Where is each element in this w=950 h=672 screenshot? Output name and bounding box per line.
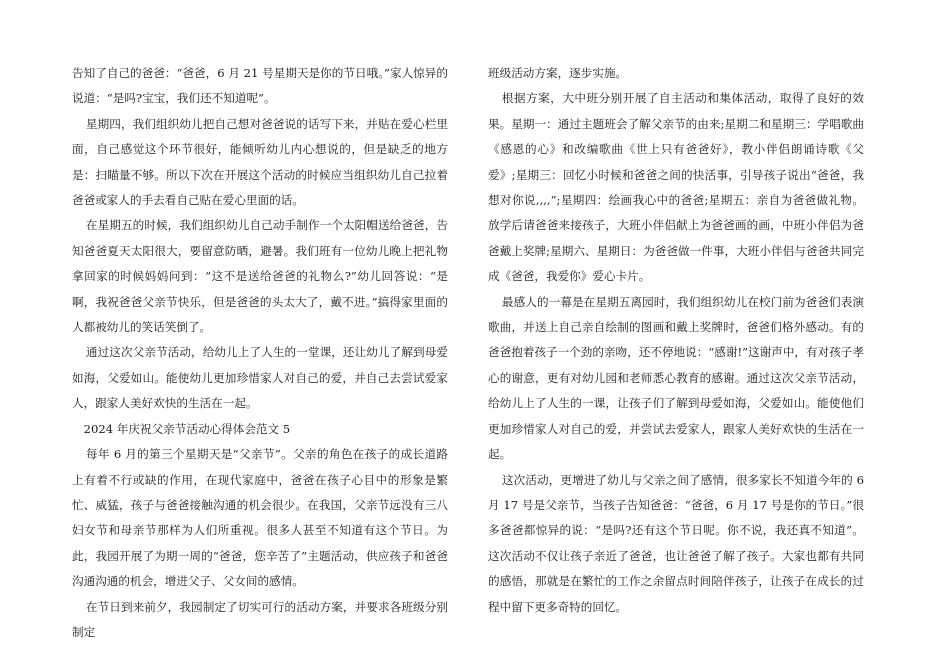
paragraph: 告知了自己的爸爸：“爸爸，6 月 21 号星期天是你的节日哦。”家人惊异的说道：“是吗?宝宝，我们还不知道呢”。 [72, 66, 448, 106]
right-text-column [488, 61, 864, 620]
paragraph: 根据方案，大中班分别开展了自主活动和集体活动，取得了良好的效果。星期一：通过主题班会了解父亲节的由来;星期二和星期三：学唱歌曲《感恩的心》和改编歌曲《世上只有爸爸好》，教小伴侣朗诵诗歌《父爱》;星期三：回忆小时候和爸爸之间的快活事，引导孩子说出“爸爸，我想对你说,,,,”;星期四：绘画我心中的爸爸;星期五：亲自为爸爸做礼物。放学后请爸爸来接孩子，大班小伴侣献上为爸爸画的画，中班小伴侣为爸爸戴上奖牌;星期六、星期日：为爸爸做一件事，大班小伴侣与爸爸共同完成《爸爸，我爱你》爱心卡片。 [488, 91, 864, 284]
left-text-column [72, 61, 448, 645]
paragraph: 在星期五的时候，我们组织幼儿自己动手制作一个太阳帽送给爸爸，告知爸爸夏天太阳很大，要留意防晒，避暑。我们班有一位幼儿晚上把礼物拿回家的时候妈妈问到：“这不是送给爸爸的礼物么?”幼儿回答说：“是啊，我祝爸爸父亲节快乐，但是爸爸的头太大了，戴不进。”搞得家里面的人都被幼儿的笑话笑倒了。 [72, 218, 448, 335]
paragraph: 在节日到来前夕，我园制定了切实可行的活动方案，并要求各班级分别制定 [72, 599, 448, 639]
paragraph: 班级活动方案，逐步实施。 [488, 66, 628, 80]
section-heading: 2024 年庆祝父亲节活动心得体会范文 5 [83, 421, 291, 436]
paragraph: 最感人的一幕是在星期五离园时，我们组织幼儿在校门前为爸爸们表演歌曲，并送上自己亲自绘制的图画和戴上奖牌时，爸爸们格外感动。有的爸爸抱着孩子一个劲的亲吻，还不停地说：“感谢!”这谢声中，有对孩子孝心的谢意，更有对幼儿园和老师悉心教育的感谢。通过这次父亲节活动，给幼儿上了人生的一课，让孩子们了解到母爱如海，父爱如山。能使他们更加珍惜家人对自己的爱，并尝试去爱家人，跟家人美好欢快的生活在一起。 [488, 294, 864, 462]
paragraph: 每年 6 月的第三个星期天是“父亲节”。父亲的角色在孩子的成长道路上有着不行或缺的作用，在现代家庭中，爸爸在孩子心目中的形象是繁忙、威猛，孩子与爸爸接触沟通的机会很少。在我国，父亲节远没有三八妇女节和母亲节那样为人们所重视。很多人甚至不知道有这个节日。为此，我园开展了为期一周的“爸爸，您辛苦了”主题活动，供应孩子和爸爸沟通沟通的机会，增进父子、父女间的感情。 [72, 447, 448, 589]
paragraph: 通过这次父亲节活动，给幼儿上了人生的一堂课，还让幼儿了解到母爱如海，父爱如山。能使幼儿更加珍惜家人对自己的爱，并自己去尝试爱家人，跟家人美好欢快的生活在一起。 [72, 345, 448, 411]
paragraph: 星期四，我们组织幼儿把自己想对爸爸说的话写下来，并贴在爱心栏里面，自己感觉这个环节很好，能倾听幼儿内心想说的，但是缺乏的地方是：扫瞄量不够。所以下次在开展这个活动的时候应当组织幼儿自己拉着爸爸或家人的手去看自己贴在爱心里面的话。 [72, 116, 448, 208]
paragraph: 这次活动，更增进了幼儿与父亲之间了感情，很多家长不知道今年的 6 月 17 号是父亲节，当孩子告知爸爸：“爸爸，6 月 17 号是你的节日。”很多爸爸都惊异的说：“是吗?还有这个节日呢。你不说，我还真不知道”。这次活动不仅让孩子亲近了爸爸，也让爸爸了解了孩子。大家也都有共同的感悟，那就是在繁忙的工作之余留点时间陪伴孩子，让孩子在成长的过程中留下更多奇特的回忆。 [488, 472, 864, 614]
